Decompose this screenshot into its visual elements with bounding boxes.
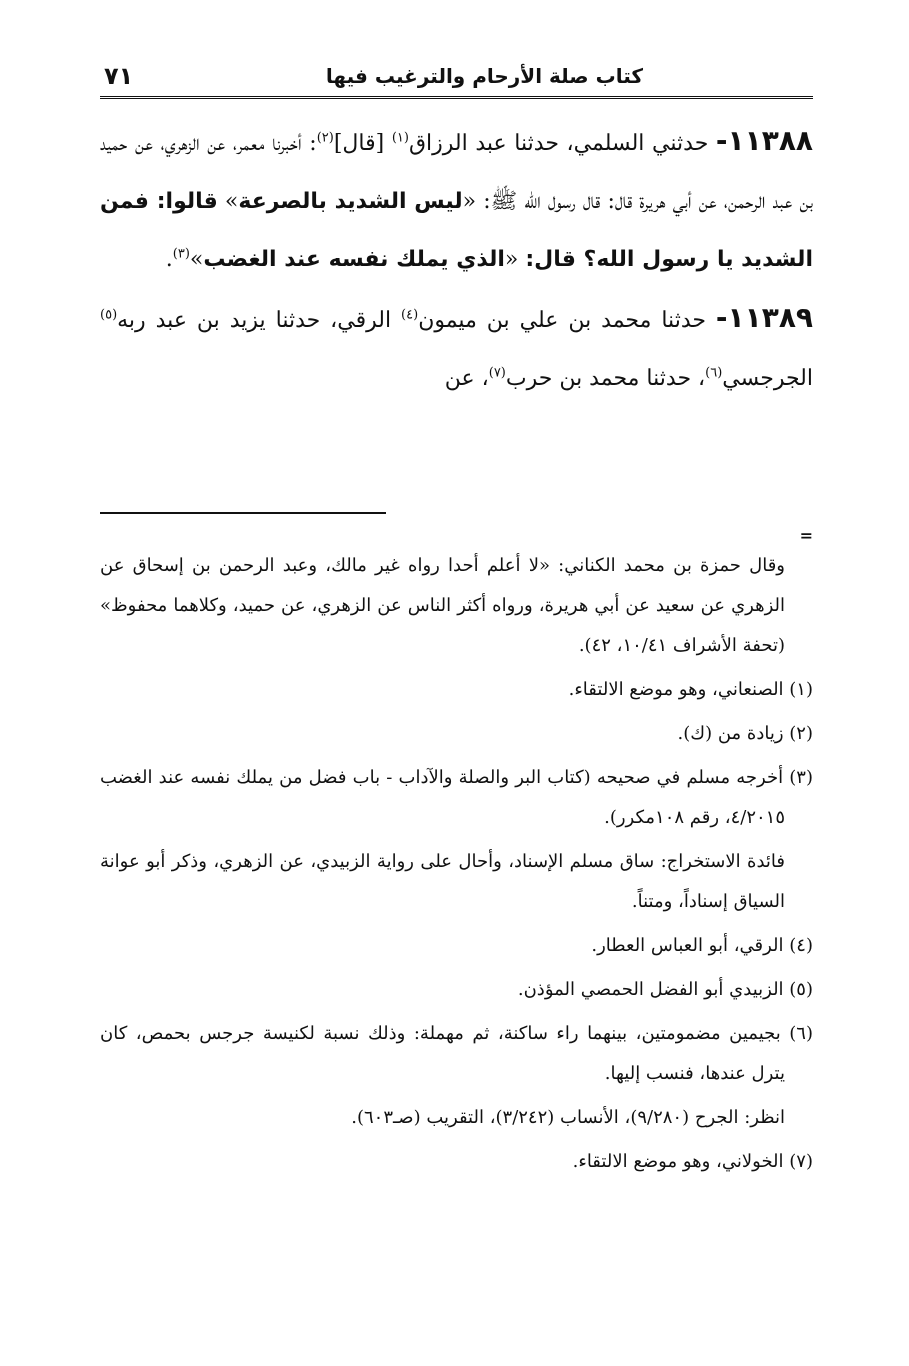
hadith-text: حدثنا محمد بن علي بن ميمون (418, 308, 716, 333)
hadith-text: [قال] (333, 131, 392, 156)
footnote-3-note: فائدة الاستخراج: ساق مسلم الإسناد، وأحال على رواية الزبيدي، عن الزهري، وذكر أبو عوانة السياق إسناداً، ومتناً. (100, 851, 785, 912)
hadith-matn-bold: ليس الشديد بالصرعة (238, 189, 463, 214)
footnote-continued: وقال حمزة بن محمد الكناني: «لا أعلم أحدا رواه غير مالك، وعبد الرحمن بن إسحاق عن الزهري عن سعيد عن أبي هريرة، ورواه أكثر الناس عن الزهري، عن حميد، وكلاهما محفوظ» (تحفة الأشراف ١٠/٤١، ٤٢). (100, 555, 785, 656)
footnote-ref: (٦) (705, 365, 723, 381)
footnote-6: (٦) بجيمين مضمومتين، بينهما راء ساكنة، ثم مهملة: وذلك نسبة لكنيسة جرجس بحمص، كان يترل عندها، فنسب إليها. (100, 1023, 813, 1084)
hadith-1388 (100, 112, 813, 289)
hadith-text: حدثني السلمي، حدثنا عبد الرزاق (408, 131, 716, 156)
footnote-divider (100, 512, 386, 514)
footnote-7: (٧) الخولاني، وهو موضع الالتقاء. (572, 1151, 813, 1172)
hadith-text: : أخبرنا معمر، عن الزهري، عن حميد بن عبد الرحمن، عن أبي هريرة قال: قال رسول الله ﷺ: « (100, 131, 813, 214)
hadith-number: ١١٣٨٩- (715, 301, 813, 334)
footnote-ref: (٥) (100, 307, 118, 323)
hadith-text: « (504, 247, 526, 272)
footnote-3: (٣) أخرجه مسلم في صحيحه (كتاب البر والصلة والآداب - باب فضل من يملك نفسه عند الغضب ٤/٢٠١٥، رقم ١٠٨مكرر). (100, 767, 813, 828)
footnote-ref: (٤) (401, 307, 419, 323)
hadith-1389 (100, 289, 813, 408)
footnotes (100, 546, 813, 1186)
page-header (100, 62, 813, 99)
footnote-ref: (٢) (316, 130, 334, 146)
hadith-text: » (217, 189, 239, 214)
footnote-ref: (٣) (172, 246, 190, 262)
footnote-ref: (٧) (488, 365, 506, 381)
footnote-4: (٤) الرقي، أبو العباس العطار. (591, 935, 813, 956)
footnote-5: (٥) الزبيدي أبو الفضل الحمصي المؤذن. (517, 979, 813, 1000)
continuation-mark: = (799, 526, 813, 545)
hadith-matn-bold: الذي يملك نفسه عند الغضب (203, 247, 505, 272)
hadith-text: ، حدثنا محمد بن حرب (505, 366, 706, 391)
hadith-text: الرقي، حدثنا يزيد بن عبد ربه (117, 308, 402, 333)
hadith-text: ، عن (444, 366, 489, 391)
footnote-ref: (١) (391, 130, 409, 146)
hadith-number: ١١٣٨٨- (715, 124, 813, 157)
footnote-2: (٢) زيادة من (ك). (677, 723, 813, 744)
footnote-6-note: انظر: الجرح (٩/٢٨٠)، الأنساب (٣/٢٤٢)، التقريب (صـ٦٠٣). (351, 1107, 785, 1128)
hadith-text: الجرجسي (722, 366, 813, 391)
hadith-text: » (189, 247, 204, 272)
hadith-matn-bold: قالوا: فمن الشديد يا رسول الله؟ قال: (100, 189, 813, 272)
page-number: ٧١ (104, 62, 134, 90)
running-title: كتاب صلة الأرحام والترغيب فيها (325, 64, 643, 88)
hadith-text: . (165, 247, 173, 272)
main-text (100, 112, 813, 408)
footnote-1: (١) الصنعاني، وهو موضع الالتقاء. (568, 679, 813, 700)
